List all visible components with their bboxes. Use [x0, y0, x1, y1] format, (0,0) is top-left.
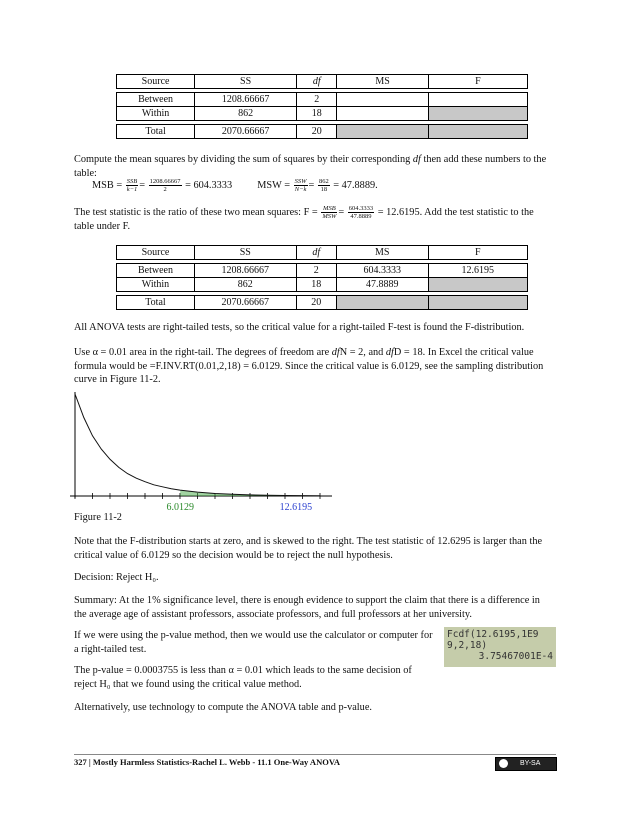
cc-icon — [499, 759, 508, 768]
right-tailed-paragraph: All ANOVA tests are right-tailed tests, so the critical value for a right-tailed F-test is found the F-distribution. — [74, 322, 525, 333]
mean-squares-formula: MSB = $\frac{\text{SSB}}{k-1}$ = $\frac{1208.66667}{2}$ = 604.3333 MSW = $\frac{\text{SSW}}{N-k}$ = $\frac{862}{18}$ = 47.8889. — [92, 178, 378, 193]
cell-df: 2 — [296, 264, 336, 278]
cell-f: 12.6195 — [428, 264, 527, 278]
test-statistic-paragraph: The test statistic is the ratio of these two mean squares: F = $\frac{\text{MSB}}{\text{MSW}}$ = $\frac{604.3333}{47.8889}$ = 12.6195. Add the test statistic to the table under F. — [74, 205, 534, 232]
cell-f-empty — [428, 125, 527, 139]
cell-f — [428, 93, 527, 107]
cell-f-empty — [428, 278, 527, 292]
table-total-row — [117, 125, 528, 139]
table-row — [117, 93, 528, 107]
test-statistic-label: 12.6195 — [279, 502, 313, 513]
cell-ms: 604.3333 — [336, 264, 428, 278]
cell-source: Total — [117, 125, 195, 139]
cc-license-badge — [495, 757, 557, 771]
header-ms: MS — [336, 246, 428, 260]
f-distribution-curve — [75, 394, 320, 496]
cell-ms — [337, 107, 428, 121]
cell-ss: 2070.66667 — [194, 296, 296, 310]
cell-ss: 2070.66667 — [195, 125, 297, 139]
header-source: Source — [117, 75, 195, 89]
table-row — [117, 264, 528, 278]
cell-f-empty — [428, 107, 527, 121]
cell-ms-empty — [336, 296, 428, 310]
p-value-method-paragraph: If we were using the p-value method, then we would use the calculator or computer for a right-tailed test. — [74, 630, 433, 655]
p-value-result-paragraph: The p-value = 0.0003755 is less than α = 0.01 which leads to the same decision of reject H₀ that we found using the critical value method. — [74, 665, 412, 690]
cell-df: 20 — [297, 125, 337, 139]
cell-source: Between — [117, 264, 195, 278]
cell-ms — [337, 93, 428, 107]
table-total-row — [117, 296, 528, 310]
header-ss: SS — [195, 75, 297, 89]
calculator-screen — [444, 627, 556, 667]
footer-divider — [74, 754, 556, 755]
header-f: F — [428, 246, 527, 260]
calc-result: 3.75467001E-4 — [478, 651, 553, 662]
table-header-row — [117, 246, 528, 260]
header-ss: SS — [194, 246, 296, 260]
cell-df: 20 — [296, 296, 336, 310]
header-df: df — [297, 75, 337, 89]
calc-line: Fcdf(12.6195,1E9 — [447, 629, 539, 640]
cell-ss: 1208.66667 — [194, 264, 296, 278]
decision-text: Decision: Reject H₀. — [74, 572, 159, 583]
cell-source: Between — [117, 93, 195, 107]
table-header-row — [117, 75, 528, 89]
cell-source: Within — [117, 107, 195, 121]
summary-paragraph: Summary: At the 1% significance level, there is enough evidence to support the claim that there is a difference in the average age of assistant professors, associate professors, and full professors at her university. — [74, 595, 540, 620]
header-f: F — [428, 75, 527, 89]
cell-df: 18 — [297, 107, 337, 121]
calc-line: 9,2,18) — [447, 640, 488, 651]
table-row — [117, 278, 528, 292]
header-source: Source — [117, 246, 195, 260]
figure-caption: Figure 11-2 — [74, 512, 122, 523]
anova-table-2 — [116, 245, 528, 310]
degrees-of-freedom-paragraph: Use α = 0.01 area in the right-tail. The degrees of freedom are dfN = 2, and dfD = 18. In Excel the critical value formula would be =F.INV.RT(0.01,2,18) = 6.0129. Since the critical value is 6.0129, see the sampling distribution curve in Figure 11-2. — [74, 347, 544, 385]
cell-source: Within — [117, 278, 195, 292]
anova-table-1 — [116, 74, 528, 139]
header-df: df — [296, 246, 336, 260]
note-paragraph: Note that the F-distribution starts at zero, and is skewed to the right. The test statistic of 12.6295 is larger than the critical value of 6.0129 so the decision would be to reject the null hypothesis. — [74, 536, 543, 561]
cell-ms-empty — [337, 125, 428, 139]
cell-df: 18 — [296, 278, 336, 292]
technology-paragraph: Alternatively, use technology to compute the ANOVA table and p-value. — [74, 702, 372, 713]
mean-squares-paragraph: Compute the mean squares by dividing the sum of squares by their corresponding df then add these numbers to the table: — [74, 154, 547, 179]
cell-f-empty — [428, 296, 527, 310]
license-label: BY-SA — [520, 760, 541, 767]
cell-ss: 862 — [194, 278, 296, 292]
header-ms: MS — [337, 75, 428, 89]
cell-source: Total — [117, 296, 195, 310]
footer-text: 327 | Mostly Harmless Statistics-Rachel L. Webb - 11.1 One-Way ANOVA — [74, 757, 341, 767]
cell-ms: 47.8889 — [336, 278, 428, 292]
critical-value-label: 6.0129 — [166, 502, 194, 513]
table-row — [117, 107, 528, 121]
f-distribution-chart — [70, 388, 340, 514]
cell-df: 2 — [297, 93, 337, 107]
cell-ss: 1208.66667 — [195, 93, 297, 107]
cell-ss: 862 — [195, 107, 297, 121]
